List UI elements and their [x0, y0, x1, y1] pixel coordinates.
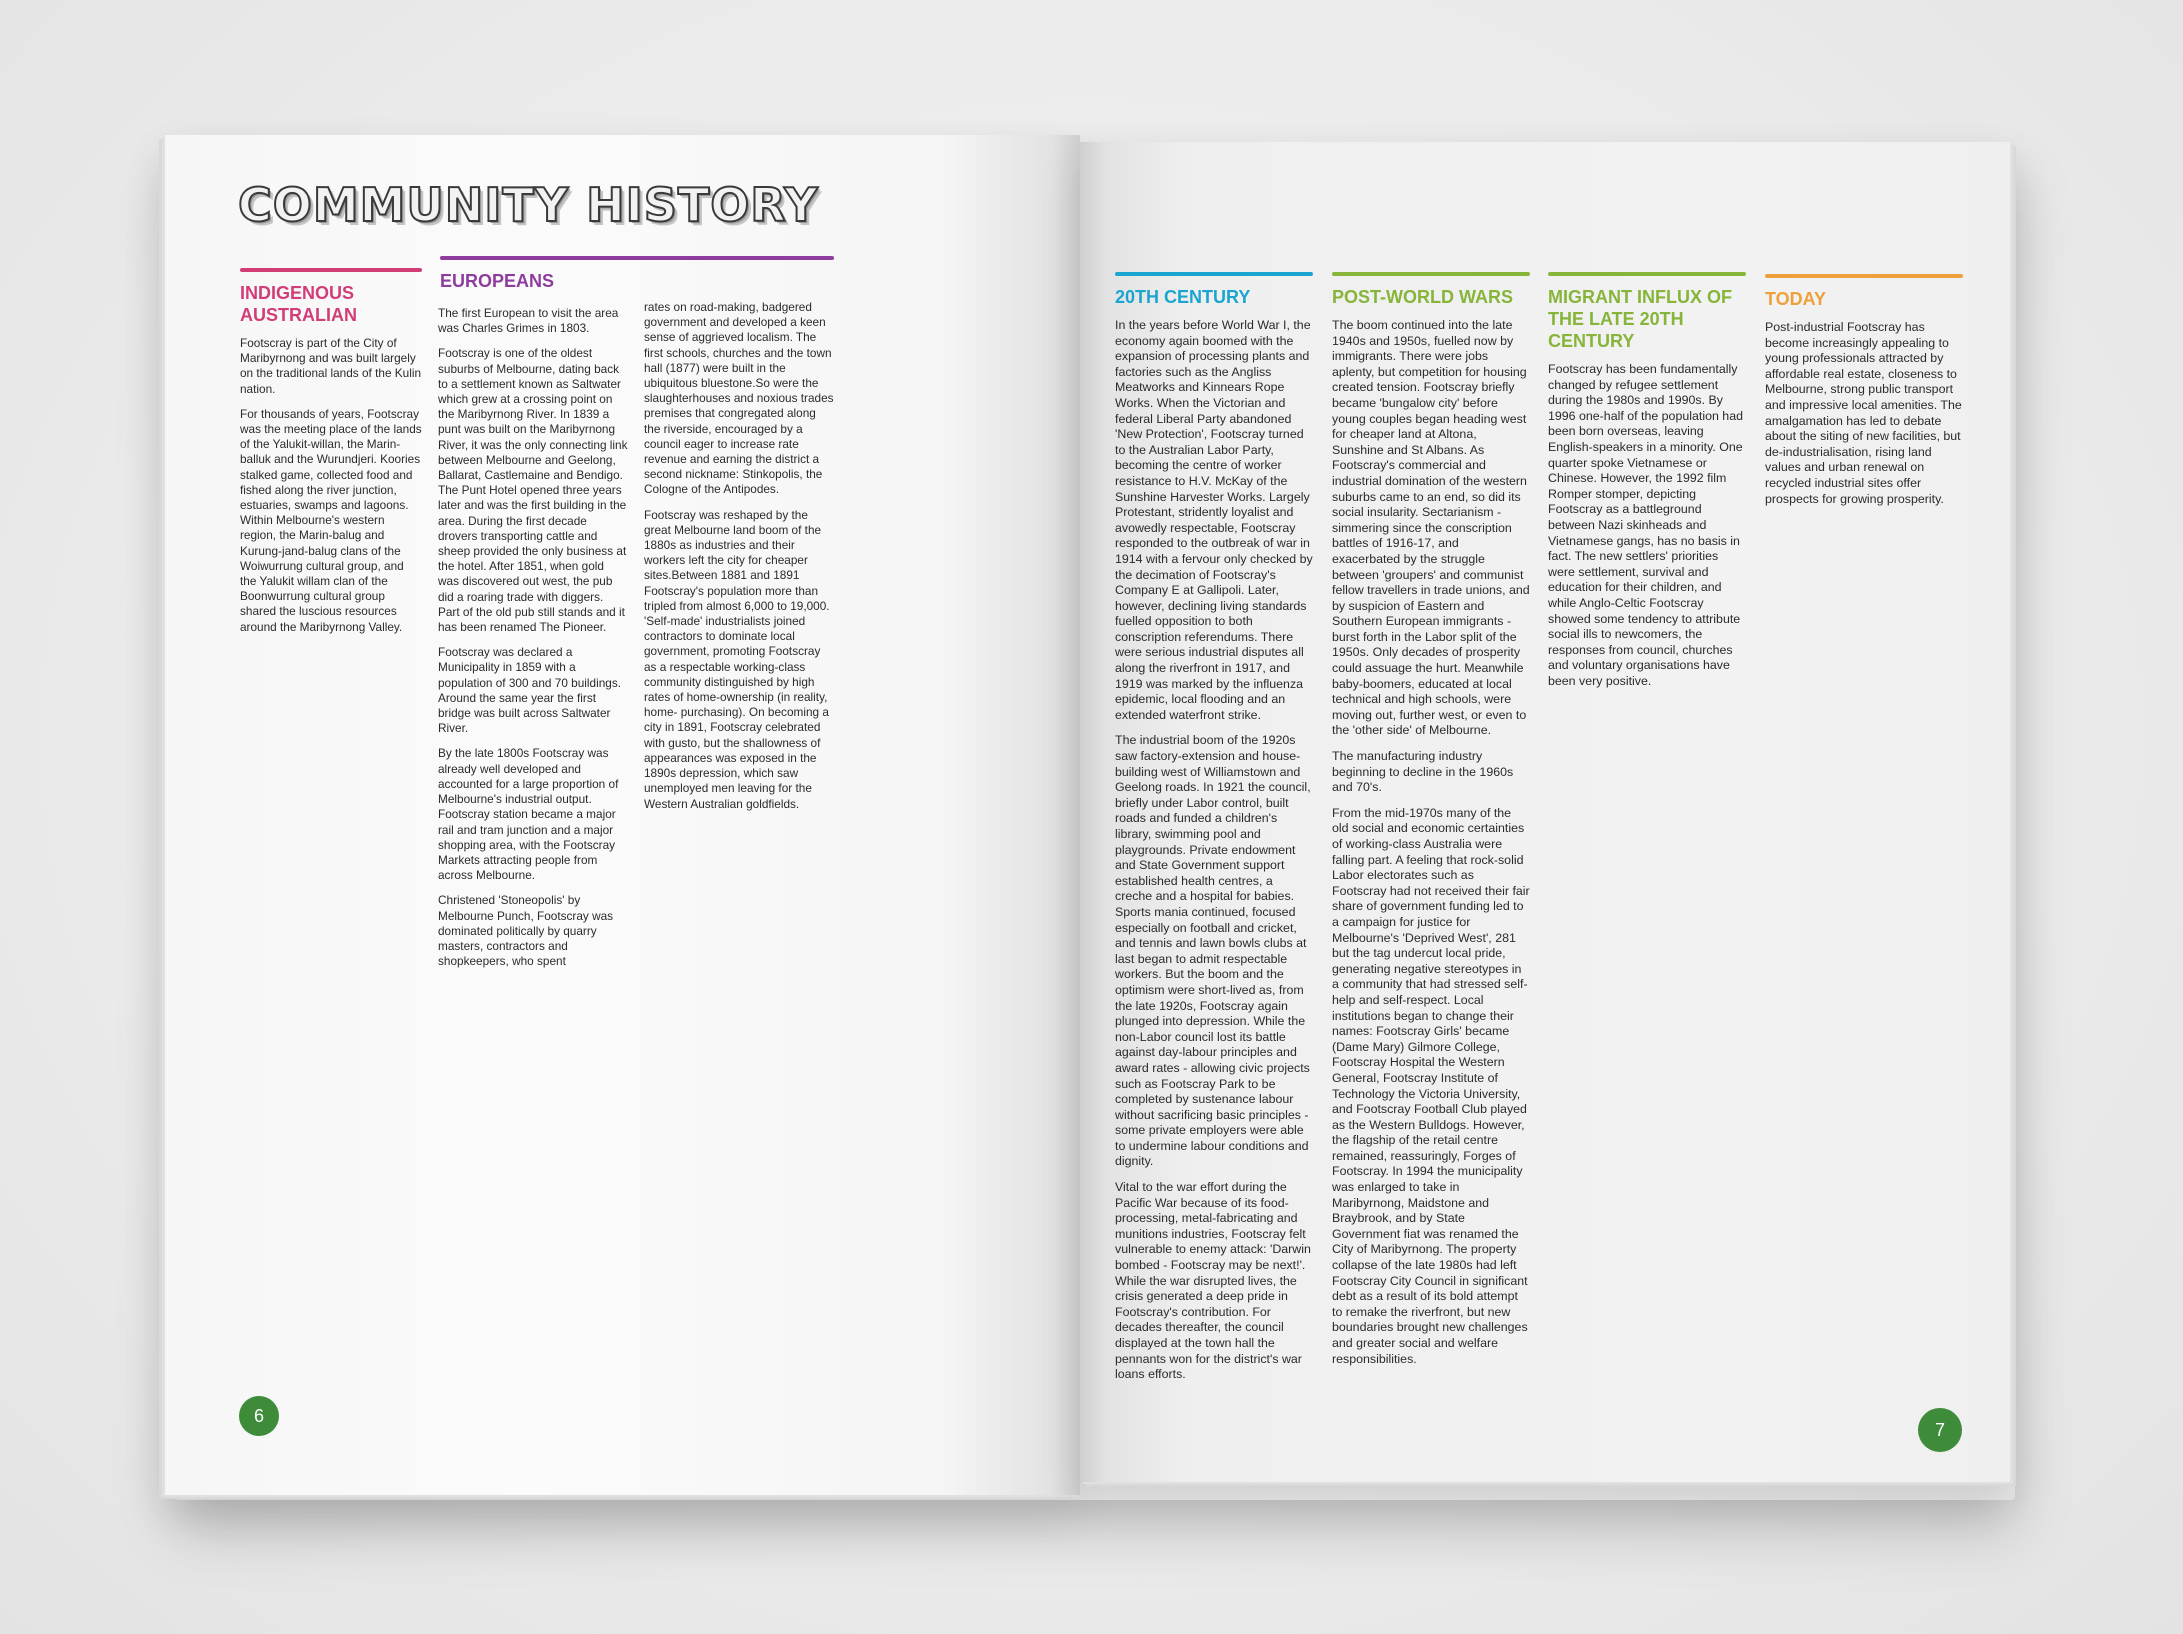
europeans-paragraph: The first European to visit the area was Charles Grimes in 1803.	[438, 306, 619, 336]
indigenous-section	[240, 268, 422, 645]
page-number-left: 6	[239, 1396, 279, 1436]
europeans-column-1	[438, 306, 628, 979]
post-world-wars-paragraph: The manufacturing industry beginning to decline in the 1960s and 70's.	[1332, 749, 1514, 795]
indigenous-rule	[240, 268, 422, 272]
twentieth-century-paragraph: The industrial boom of the 1920s saw factory-extension and house-building west of Williamstown and Geelong roads. In 1921 the council, briefly under Labor control, built roads and funded a children's library, swimming pool and playgrounds. Private endowment and State Government support established health centres, a creche and a hospital for babies. Sports mania continued, focused especially on football and cricket, and tennis and lawn bowls clubs at last began to admit respectable workers. But the boom and the optimism were short-lived as, from the late 1920s, Footscray again plunged into depression. While the non-Labor council lost its battle against day-labour principles and award rates - allowing civic projects such as Footscray Park to be completed by sustenance labour without sacrificing basic principles - some private employers were able to undermine labour conditions and dignity.	[1115, 733, 1311, 1169]
europeans-paragraph: Christened 'Stoneopolis' by Melbourne Punch, Footscray was dominated politically by quarry masters, contractors and shopkeepers, who spent	[438, 893, 614, 969]
twentieth-century-body	[1115, 318, 1313, 1383]
post-world-wars-rule	[1332, 272, 1530, 276]
europeans-column-2	[644, 300, 834, 822]
today-section	[1765, 274, 1963, 517]
indigenous-paragraph: Footscray is part of the City of Maribyrnong and was built largely on the traditional lands of the Kulin nation.	[240, 336, 422, 396]
indigenous-heading: INDIGENOUS AUSTRALIAN	[240, 283, 357, 325]
page-number-right: 7	[1918, 1408, 1962, 1452]
today-rule	[1765, 274, 1963, 278]
post-world-wars-paragraph: From the mid-1970s many of the old social and economic certainties of working-class Australia were falling part. A feeling that rock-solid Labor electorates such as Footscray had not received their fair share of government funding led to a campaign for justice for Melbourne's 'Deprived West', 281 but the tag undercut local pride, generating negative stereotypes in a community that had stressed self-help and self-respect. Local institutions began to change their names: Footscray Girls' became (Dame Mary) Gilmore College, Footscray Hospital the Western General, Footscray Institute of Technology the Victoria University, and Footscray Football Club played as the Western Bulldogs. However, the flagship of the retail centre remained, reassuringly, Forges of Footscray. In 1994 the municipality was enlarged to take in Maribyrnong, Maidstone and Braybrook, and by State Government fiat was renamed the City of Maribyrnong. The property collapse of the late 1980s had left Footscray City Council in significant debt as a result of its bold attempt to remake the riverfront, but new boundaries brought new challenges and greater social and welfare responsibilities.	[1332, 805, 1530, 1366]
indigenous-body	[240, 336, 422, 635]
europeans-paragraph: Footscray is one of the oldest suburbs of Melbourne, dating back to a settlement known as Saltwater which grew at a crossing point on the Maribyrnong River. In 1839 a punt was built on the Maribyrnong River, it was the only connecting link between Melbourne and Geelong, Ballarat, Castlemaine and Bendigo. The Punt Hotel opened three years later and was the first building in the area. During the first decade drovers transporting cattle and sheep provided the only business at the hotel. After 1851, when gold was discovered out west, the pub did a roaring trade with diggers. Part of the old pub still stands and it has been renamed The Pioneer.	[438, 346, 628, 635]
today-body	[1765, 320, 1963, 507]
migrant-influx-paragraph: Footscray has been fundamentally changed by refugee settlement during the 1980s and 1990s. By 1996 one-half of the population had been born overseas, leaving English-speakers in a minority. One quarter spoke Vietnamese or Chinese. However, the 1992 film Romper stomper, depicting Footscray as a battleground between Nazi skinheads and Vietnamese gangs, has no basis in fact. The new settlers' priorities were settlement, survival and education for their children, and while Anglo-Celtic Footscray showed some tendency to attribute social ills to newcomers, the responses from council, churches and voluntary organisations have been very positive.	[1548, 362, 1743, 688]
twentieth-century-heading: 20TH CENTURY	[1115, 287, 1251, 307]
europeans-rule	[440, 256, 834, 260]
post-world-wars-body	[1332, 318, 1530, 1367]
today-heading: TODAY	[1765, 289, 1827, 309]
migrant-influx-section	[1548, 272, 1746, 699]
migrant-influx-rule	[1548, 272, 1746, 276]
europeans-paragraph: By the late 1800s Footscray was already well developed and accounted for a large proportion of Melbourne's industrial output. Footscray station became a major rail and tram junction and a major shopping area, with the Footscray Markets attracting people from across Melbourne.	[438, 746, 619, 883]
twentieth-century-paragraph: Vital to the war effort during the Pacific War because of its food-processing, metal-fabricating and munitions industries, Footscray felt vulnerable to enemy attack: 'Darwin bombed - Footscray may be next!'. While the war disrupted lives, the crisis generated a deep pride in Footscray's contribution. For decades thereafter, the council displayed at the town hall the pennants won for the district's war loans efforts.	[1115, 1180, 1311, 1382]
europeans-heading: EUROPEANS	[440, 271, 555, 291]
twentieth-century-paragraph: In the years before World War I, the economy again boomed with the expansion of processing plants and factories such as the Angliss Meatworks and Kinnears Rope Works. When the Victorian and federal Liberal Party abandoned 'New Protection', Footscray turned to the Australian Labor Party, becoming the centre of worker resistance to H.V. McKay of the Sunshine Harvester Works. Largely Protestant, stridently loyalist and avowedly respectable, Footscray responded to the outbreak of war in 1914 with a fervour only checked by the decimation of Footscray's Company E at Gallipoli. Later, however, declining living standards fuelled opposition to both conscription referendums. There were serious industrial disputes all along the riverfront in 1917, and 1919 was marked by the influenza epidemic, local flooding and an extended waterfront strike.	[1115, 318, 1313, 722]
indigenous-paragraph: For thousands of years, Footscray was the meeting place of the lands of the Yalukit-willan, the Marin-balluk and the Wurundjeri. Koories stalked game, collected food and fished along the river junction, estuaries, swamps and lagoons. Within Melbourne's western region, the Marin-balug and Kurung-jand-balug clans of the Woiwurrung cultural group, and the Yalukit willam clan of the Boonwurrung cultural group shared the luscious resources around the Maribyrnong Valley.	[240, 406, 422, 634]
page-title: COMMUNITY HISTORY	[238, 178, 819, 232]
europeans-section	[440, 256, 834, 302]
migrant-influx-body	[1548, 362, 1746, 689]
europeans-paragraph: Footscray was declared a Municipality in 1859 with a population of 300 and 70 buildings. Around the same year the first bridge was built across Saltwater River.	[438, 645, 622, 736]
post-world-wars-heading: POST-WORLD WARS	[1332, 287, 1513, 307]
post-world-wars-paragraph: The boom continued into the late 1940s and 1950s, fuelled now by immigrants. There were jobs aplenty, but competition for housing created tension. Footscray briefly became 'bungalow city' before young couples began heading west for cheaper land at Altona, Sunshine and St Albans. As Footscray's commercial and industrial domination of the western suburbs came to an end, so did its social insularity. Sectarianism - simmering since the conscription battles of 1916-17, and exacerbated by the struggle between 'groupers' and communist fellow travellers in trade unions, and by suspicion of Eastern and Southern European immigrants - burst forth in the Labor split of the 1950s. Only decades of prosperity could assuage the hurt. Meanwhile baby-boomers, educated at local technical and high schools, were moving out, further west, or even to the 'other side' of Melbourne.	[1332, 318, 1530, 738]
today-paragraph: Post-industrial Footscray has become increasingly appealing to young professionals attracted by affordable real estate, closeness to Melbourne, strong public transport and impressive local amenities. The amalgamation has led to debate about the siting of new facilities, but de-industrialisation, rising land values and urban renewal on recycled industrial sites offer prospects for growing prosperity.	[1765, 320, 1962, 506]
europeans-paragraph: rates on road-making, badgered government and developed a keen sense of aggrieved localism. The first schools, churches and the town hall (1877) were built in the ubiquitous bluestone.So were the slaughterhouses and noxious trades premises that congregated along the riverside, encouraged by a council eager to increase rate revenue and earning the district a second nickname: Stinkopolis, the Cologne of the Antipodes.	[644, 300, 834, 497]
post-world-wars-section	[1332, 272, 1530, 1377]
twentieth-century-section	[1115, 272, 1313, 1393]
migrant-influx-heading: MIGRANT INFLUX OF THE LATE 20TH CENTURY	[1548, 287, 1732, 351]
europeans-paragraph: Footscray was reshaped by the great Melbourne land boom of the 1880s as industries and their workers left the city for cheaper sites.Between 1881 and 1891 Footscray's population more than tripled from almost 6,000 to 19,000. 'Self-made' industrialists joined contractors to dominate local government, promoting Footscray as a respectable working-class community distinguished by high rates of home-ownership (in reality, home- purchasing). On becoming a city in 1891, Footscray celebrated with gusto, but the shallowness of appearances was exposed in the 1890s depression, which saw unemployed men leaving for the Western Australian goldfields.	[644, 507, 830, 811]
twentieth-century-rule	[1115, 272, 1313, 276]
